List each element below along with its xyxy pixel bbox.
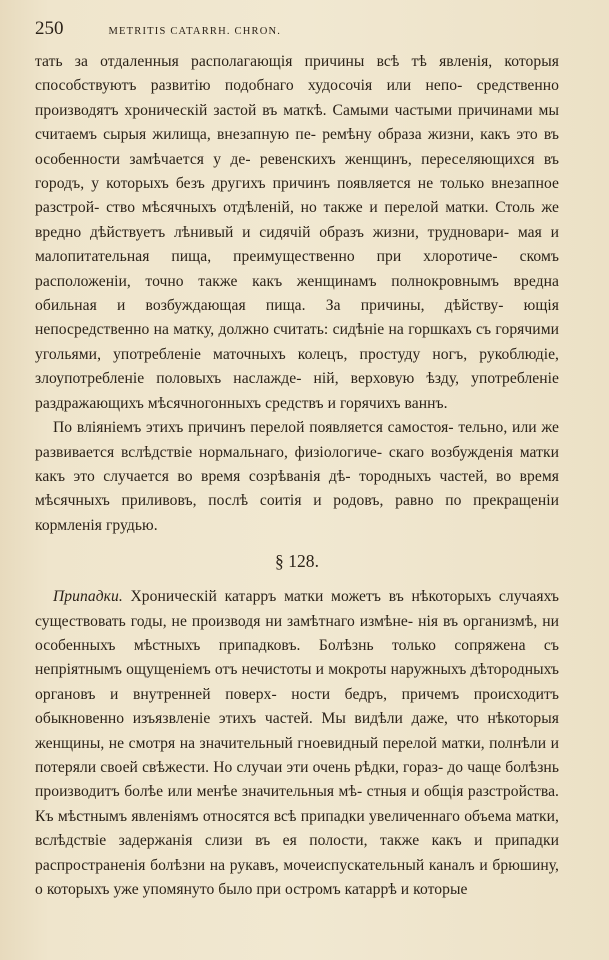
text-line: всѣ припадки увеличеннаго объема матки, вслѣдствіе задержанія [35, 807, 559, 850]
text-line: тородныхъ частей, во время мѣсячныхъ приливовъ, послѣ соитія [35, 467, 559, 510]
paragraph-development [35, 416, 559, 538]
text-line: средственно производятъ хроническій застой въ маткѣ. Самыми [35, 77, 560, 119]
text-line: скаго возбужденія матки какъ это случается во время созрѣванія дѣ- [35, 443, 560, 485]
text-line: Хроническій катарръ матки можетъ въ нѣкоторыхъ [122, 588, 492, 606]
text-line: частыми причинами мы считаемъ сырыя жилища, внезапную пе- [35, 101, 559, 144]
text-line: тельно, или же развивается вслѣдствіе нормальнаго, физіологиче- [35, 419, 559, 461]
text-line: тать за отдаленныя располагающія причины всѣ тѣ явленія, [35, 53, 493, 70]
text-line: простуду ногъ, рукоблюдіе, злоупотребленіе половыхъ наслажде- [35, 345, 559, 388]
text-line: слизи въ ея полости, также какъ и припадки распространенія [35, 832, 559, 874]
text-line: этихъ частей. Мы видѣли даже, что нѣкоторыя женщины, не [35, 710, 559, 752]
text-line: которыхъ уже упомянуто было при остромъ катаррѣ и которые [46, 881, 468, 898]
text-line: стныя и общія разстройства. Къ мѣстнымъ явленіямъ относятся [35, 783, 559, 825]
text-line: нія въ организмѣ, ни особенныхъ мѣстныхъ припадковъ. Болѣзнь [35, 612, 559, 654]
text-line: вредна обильная и возбуждающая пища. За причины, дѣйству- [35, 272, 560, 315]
text-line: безъ другихъ причинъ появляется не только внезапное разстрой- [35, 175, 559, 217]
text-line: ній, верховую ѣзду, употребленіе раздражающихъ мѣсячногонныхъ [35, 370, 559, 412]
paragraph-symptoms [35, 585, 559, 902]
text-line: только сопряжена съ непріятнымъ ощущеніемъ отъ нечистоты и [35, 636, 559, 679]
text-line: смотря на значительный гноевидный перелой матки, полнѣли и [128, 734, 559, 752]
text-line: горшкахъ съ горячими угольями, употребленіе маточныхъ колецъ, [35, 321, 560, 363]
text-line: По вліяніемъ этихъ причинъ перелой появляется самостоя- [53, 419, 454, 437]
page-number: 250 [35, 18, 64, 39]
text-line: ности бедръ, причемъ происходитъ обыкновенно изъязвленіе [35, 685, 560, 728]
running-title: METRITIS CATARRH. CHRON. [108, 26, 282, 37]
text-line: потеряли своей свѣжести. Но случаи эти очень рѣдки, гораз- [35, 758, 444, 776]
text-line: ство мѣсячныхъ отдѣленій, но также и перелой матки. Столь же [106, 199, 559, 217]
text-line: и родовъ, равно по прекращеніи кормленія грудью. [35, 492, 560, 534]
text-line: мая и малопитательная пища, преимущественно при хлоротиче- [35, 223, 559, 266]
text-line: случаяхъ существовать годы, не производя ни замѣтнаго измѣне- [35, 588, 559, 630]
text-line: болѣзни на рукавъ, мочеиспускательный каналъ и брюшину, о [35, 856, 559, 898]
section-heading: § 128. [274, 551, 320, 572]
text-line: ревенскихъ женщинъ, переселяющихся въ городъ, у которыхъ [35, 150, 560, 193]
text-line: ремѣну образа жизни, какъ это въ особенности замѣчается у де- [35, 126, 559, 168]
symptoms-lead: Припадки. [53, 588, 123, 606]
text-line: средствъ и горячихъ ваннъ. [265, 394, 448, 412]
text-line: которыя способствуютъ развитію подобнаго худосочія или непо- [35, 53, 559, 95]
page-header [35, 18, 559, 48]
text-line: скомъ расположеніи, точно также какъ женщинамъ полнокровнымъ [35, 248, 559, 290]
text-line: вредно дѣйствуетъ лѣнивый и сидячій образъ жизни, трудновари- [35, 223, 510, 241]
text-line: до чаще болѣзнь производитъ болѣе или менѣе значительныя мѣ- [35, 758, 559, 801]
text-line: ющія непосредственно на матку, должно считать: сидѣніе на [35, 297, 559, 339]
paragraph-causes [35, 50, 559, 416]
text-line: мокроты наружныхъ дѣтородныхъ органовъ и внутренней поверх- [35, 661, 560, 703]
body-text [35, 50, 559, 902]
